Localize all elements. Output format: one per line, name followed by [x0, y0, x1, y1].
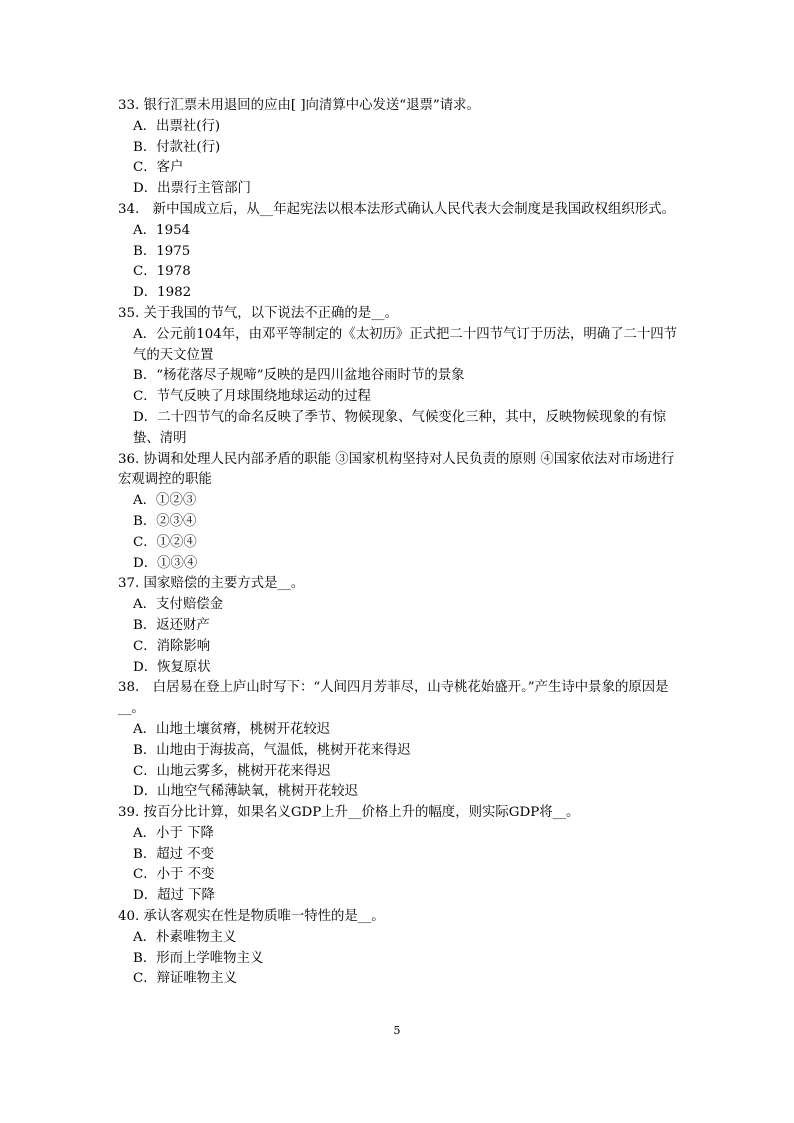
- question: [118, 907, 678, 990]
- answer-option: B．②③④: [133, 513, 197, 529]
- answer-option: A．①②③: [133, 493, 197, 509]
- answer-option: A．支付赔偿金: [133, 597, 224, 613]
- answer-option: C．小于 不变: [133, 867, 215, 883]
- page-number: 5: [393, 1024, 401, 1037]
- question-stem: 35. 关于我国的节气，以下说法不正确的是__。: [118, 305, 398, 321]
- answer-option: C．辩证唯物主义: [133, 971, 237, 987]
- answer-option: D．1982: [133, 285, 192, 301]
- answer-option: B．超过 不变: [133, 846, 215, 862]
- answer-option: A．1954: [133, 222, 191, 238]
- question: [118, 678, 678, 803]
- question: [118, 200, 678, 304]
- question-stem: 36. 协调和处理人民内部矛盾的职能 ③国家机构坚持对人民负责的原则 ④国家依法对市场进行宏观调控的职能: [118, 451, 675, 488]
- answer-option: B．返还财产: [133, 617, 210, 633]
- question-stem: 40. 承认客观实在性是物质唯一特性的是__。: [118, 909, 385, 925]
- answer-option: A．出票社(行): [133, 118, 221, 134]
- question-stem: 34. 新中国成立后，从__年起宪法以根本法形式确认人民代表大会制度是我国政权组织形式。: [118, 201, 675, 217]
- answer-option: C．客户: [133, 160, 184, 176]
- question: [118, 304, 678, 450]
- question: [118, 803, 678, 907]
- answer-option: A．公元前104年，由邓平等制定的《太初历》正式把二十四节气订于历法，明确了二十四节气的天文位置: [133, 326, 678, 363]
- question-stem: 37. 国家赔偿的主要方式是__。: [118, 576, 305, 592]
- question: [118, 96, 678, 200]
- answer-option: C．山地云雾多，桃树开花来得迟: [133, 763, 331, 779]
- question-list: [118, 96, 678, 990]
- answer-option: B．“杨花落尽子规啼”反映的是四川盆地谷雨时节的景象: [133, 368, 465, 384]
- answer-option: C．①②④: [133, 534, 197, 550]
- answer-option: C．消除影响: [133, 638, 211, 654]
- question-stem: 33. 银行汇票未用退回的应由[ ]向清算中心发送“退票”请求。: [118, 98, 480, 113]
- answer-option: D．超过 下降: [133, 888, 215, 904]
- question: [118, 574, 678, 678]
- answer-option: C．1978: [133, 264, 191, 280]
- answer-option: A．朴素唯物主义: [133, 929, 237, 945]
- question-stem: 38. 白居易在登上庐山时写下：“人间四月芳菲尽，山寺桃花始盛开。”产生诗中景象的原因是__。: [118, 680, 669, 717]
- answer-option: D．①③④: [133, 555, 198, 571]
- answer-option: D．恢复原状: [133, 659, 211, 675]
- answer-option: B．形而上学唯物主义: [133, 950, 264, 966]
- answer-option: A．山地土壤贫瘠，桃树开花较迟: [133, 721, 331, 737]
- answer-option: C．节气反映了月球围绕地球运动的过程: [133, 389, 371, 405]
- answer-option: B．付款社(行): [133, 139, 221, 155]
- answer-option: D．山地空气稀薄缺氧，桃树开花较迟: [133, 784, 358, 800]
- answer-option: D．二十四节气的命名反映了季节、物候现象、气候变化三种，其中，反映物候现象的有惊蛰、清明: [133, 409, 666, 446]
- answer-option: B．山地由于海拔高，气温低，桃树开花来得迟: [133, 742, 411, 758]
- question-stem: 39. 按百分比计算，如果名义GDP上升__价格上升的幅度，则实际GDP将__。: [118, 805, 580, 821]
- answer-option: B．1975: [133, 243, 191, 259]
- answer-option: D．出票行主管部门: [133, 181, 251, 197]
- answer-option: A．小于 下降: [133, 825, 214, 841]
- question: [118, 450, 678, 575]
